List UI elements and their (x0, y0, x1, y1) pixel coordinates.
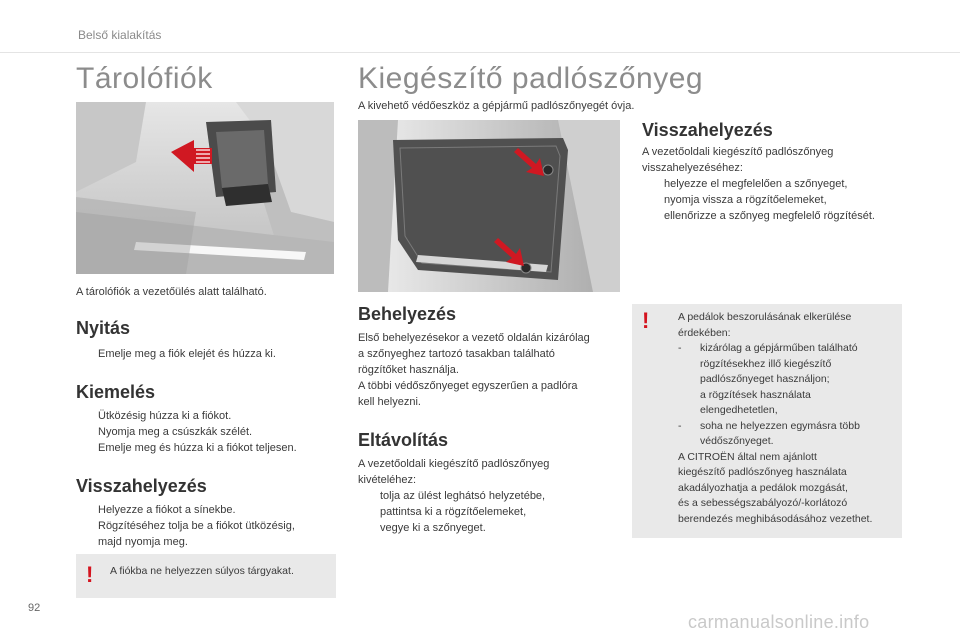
watermark: carmanualsonline.info (688, 612, 870, 632)
mat-removal-lead-1: A vezetőoldali kiegészítő padlószőnyeg (358, 458, 550, 470)
refit-list (76, 502, 336, 550)
list-item: Emelje meg a fiók elejét és húzza ki. (98, 348, 276, 360)
list-item: majd nyomja meg. (98, 536, 188, 548)
page-number: 92 (28, 602, 41, 614)
list-item: tolja az ülést leghátsó helyzetébe, (380, 490, 546, 502)
list-item: - soha ne helyezzen egymásra több védőszőnyeget. (678, 419, 860, 447)
refit-heading: Visszahelyezés (76, 476, 207, 496)
list-item: Ütközésig húzza ki a fiókot. (98, 410, 232, 422)
opening-heading: Nyitás (76, 318, 131, 338)
mat-refit-heading: Visszahelyezés (642, 120, 773, 140)
drawer-illustration (76, 102, 334, 274)
pedal-warning-text: A pedálok beszorulásának elkerülése érdekében: - kizárólag a gépjárműben található rögzítésekhez illő kiegészítő padlószőnyeget használjon; a rögzítések használata elengedhetetlen, - soha ne helyezzen egymásra több védőszőnyeget. A CITROËN által nem ajánlott kiegészítő padlószőnyeg használata akadályozhatja a pedálok mozgását, és a sebességszabályozó/-korlátozó berendezés meghibásodásához vezethet. (678, 310, 898, 527)
fitting-text: Első behelyezésekor a vezető oldalán kizárólag a szőnyeghez tartozó tasakban található rögzítőket használja. A többi védőszőnyeget egyszerűen a padlóra kell helyezni. (358, 332, 590, 408)
list-item: Emelje meg és húzza ki a fiókot teljesen. (98, 442, 297, 454)
list-item: Helyezze a fiókot a sínekbe. (98, 504, 236, 516)
warning-icon: ! (642, 308, 650, 333)
header-divider (0, 52, 960, 53)
storage-drawer-title: Tárolófiók (76, 62, 213, 95)
mat-refit-list (642, 176, 922, 224)
pedal-warning-box (632, 304, 902, 538)
floor-mat-title: Kiegészítő padlószőnyeg (358, 62, 704, 95)
floor-mat-photo (358, 120, 620, 292)
floor-mat-intro: A kivehető védőeszköz a gépjármű padlószőnyegét óvja. (358, 100, 635, 112)
mat-removal-lead-2: kivételéhez: (358, 474, 417, 486)
list-item: Rögzítéséhez tolja be a fiókot ütközésig, (98, 520, 295, 532)
removal-list (76, 408, 336, 456)
list-item: pattintsa ki a rögzítőelemeket, (380, 506, 527, 518)
list-item: Nyomja meg a csúszkák szélét. (98, 426, 253, 438)
drawer-photo (76, 102, 334, 274)
list-item: - kizárólag a gépjárműben található rögzítésekhez illő kiegészítő padlószőnyeget használjon; a rögzítések használata elengedhetetlen, (678, 342, 858, 416)
removal-heading: Kiemelés (76, 382, 156, 402)
warning-icon: ! (86, 562, 94, 587)
mat-removal-list (358, 488, 628, 536)
mat-refit-lead-1: A vezetőoldali kiegészítő padlószőnyeg (642, 146, 834, 158)
drawer-caption: A tárolófiók a vezetőülés alatt található. (76, 286, 267, 298)
floor-mat-illustration (358, 120, 620, 292)
opening-list (76, 346, 336, 362)
list-item: helyezze el megfelelően a szőnyeget, (664, 178, 848, 190)
mat-refit-lead-2: visszahelyezéséhez: (642, 162, 743, 174)
drawer-warning-text: A fiókba ne helyezzen súlyos tárgyakat. (110, 565, 294, 577)
mat-removal-heading: Eltávolítás (358, 430, 449, 450)
list-item: vegye ki a szőnyeget. (380, 522, 486, 534)
drawer-warning-box (76, 554, 336, 598)
section-label: Belső kialakítás (78, 28, 162, 42)
pedal-warning-list (678, 341, 898, 450)
list-item: ellenőrizze a szőnyeg megfelelő rögzítését. (664, 210, 875, 222)
list-item: nyomja vissza a rögzítőelemeket, (664, 194, 827, 206)
fitting-heading: Behelyezés (358, 304, 457, 324)
